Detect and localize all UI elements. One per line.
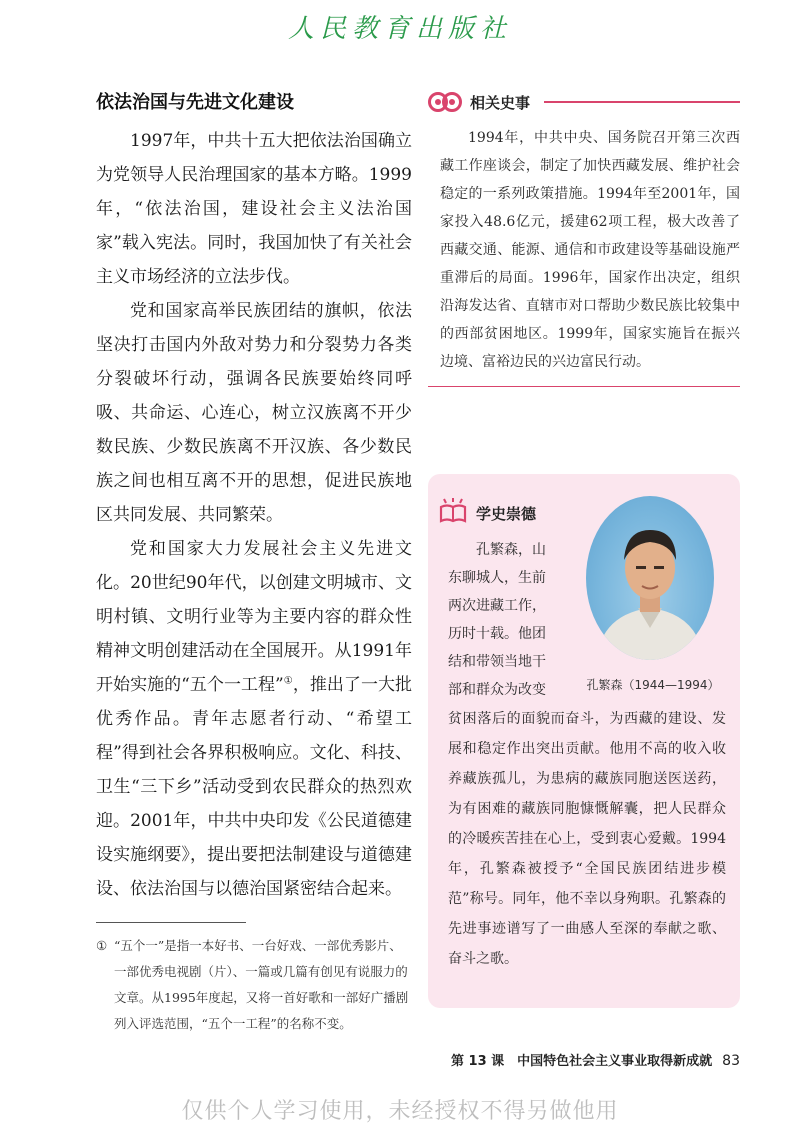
text-line: 孔繁森，山 — [476, 542, 546, 558]
portrait-caption: 孔繁森（1944—1994） — [586, 678, 720, 692]
body-paragraph-3 — [96, 532, 412, 906]
body-paragraph-1: 1997年，中共十五大把依法治国确立为党领导人民治理国家的基本方略。1999年，“依法治国，建设社会主义法治国家”载入宪法。同时，我国加快了有关社会主义市场经济的立法步伐。 — [96, 131, 412, 287]
learn-text-beside-photo — [448, 536, 578, 704]
footnote-reference[interactable]: ① — [283, 675, 293, 687]
learn-history-title: 学史崇德 — [476, 504, 537, 523]
text-line: 结和带领当地干 — [448, 654, 546, 670]
para3-text-b: ，推出了一大批优秀作品。青年志愿者行动、“希望工程”得到社会各界积极响应。文化、科技、卫生“三下乡”活动受到农民群众的热烈欢迎。2001年，中共中央印发《公民道德建设实施纲要》，提出要把法制建设与道德建设、依法治国与以德治国紧密结合起来。 — [96, 675, 413, 899]
page-number: 83 — [722, 1053, 740, 1069]
related-history-title: 相关史事 — [470, 93, 531, 112]
footnote — [96, 933, 412, 1037]
body-paragraph-2: 党和国家高举民族团结的旗帜，依法坚决打击国内外敌对势力和分裂势力各类分裂破坏行动，强调各民族要始终同呼吸、共命运、心连心，树立汉族离不开少数民族、少数民族离不开汉族、各少数民族之间也相互离不开的思想，促进民族地区共同发展、共同繁荣。 — [96, 301, 412, 525]
main-text-column — [96, 88, 412, 1037]
related-history-header — [428, 88, 740, 116]
watermark: 仅供个人学习使用，未经授权不得另做他用 — [181, 1099, 619, 1124]
related-history-box — [428, 88, 740, 387]
swirl-icon — [428, 88, 462, 116]
para3-text-a: 党和国家大力发展社会主义先进文化。20世纪90年代，以创建文明城市、文明村镇、文明行业等为主要内容的群众性精神文明创建活动在全国展开。从1991年开始实施的“五个一工程” — [96, 539, 412, 695]
footnote-text: “五个一”是指一本好书、一台好戏、一部优秀影片、一部优秀电视剧（片）、一篇或几篇有创见有说服力的文章。从1995年度起，又将一首好歌和一部好广播剧列入评选范围，“五个一工程”的名称不变。 — [114, 938, 409, 1031]
lesson-title: 第 13 课 中国特色社会主义事业取得新成就 — [451, 1054, 713, 1069]
footnote-mark: ① — [96, 938, 108, 953]
learn-text-main: 贫困落后的面貌而奋斗，为西藏的建设、发展和稳定作出突出贡献。他用不高的收入收养藏族孤儿，为患病的藏族同胞送医送药，为有困难的藏族同胞慷慨解囊，把人民群众的冷暖疾苦挂在心上，受到衷心爱戴。1994年，孔繁森被授予“全国民族团结进步模范”称号。同年，他不幸以身殉职。孔繁森的先进事迹谱写了一曲感人至深的奉献之歌、奋斗之歌。 — [448, 711, 726, 967]
footnote-divider — [96, 922, 246, 923]
history-bottom-rule — [428, 386, 740, 387]
section-title: 依法治国与先进文化建设 — [96, 92, 294, 113]
learn-history-box — [428, 474, 740, 1008]
text-line: 历时十载。他团 — [448, 626, 546, 642]
publisher-logo: 人民教育出版社 — [287, 14, 512, 44]
header-rule — [544, 101, 740, 103]
text-line: 两次进藏工作， — [448, 598, 546, 614]
text-line: 部和群众为改变 — [448, 682, 546, 698]
related-history-text: 1994年，中共中央、国务院召开第三次西藏工作座谈会，制定了加快西藏发展、维护社会稳定的一系列政策措施。1994年至2001年，国家投入48.6亿元，援建62项工程，极大改善了西藏交通、能源、通信和市政建设等基础设施严重滞后的局面。1996年，国家作出决定，组织沿海发达省、直辖市对口帮助少数民族比较集中的西部贫困地区。1999年，国家实施旨在振兴边境、富裕边民的兴边富民行动。 — [440, 130, 740, 370]
text-line: 东聊城人，生前 — [448, 570, 546, 586]
open-book-icon — [438, 498, 468, 528]
learn-history-header — [438, 498, 536, 528]
page-footer — [440, 1050, 740, 1069]
portrait-photo — [586, 496, 714, 660]
